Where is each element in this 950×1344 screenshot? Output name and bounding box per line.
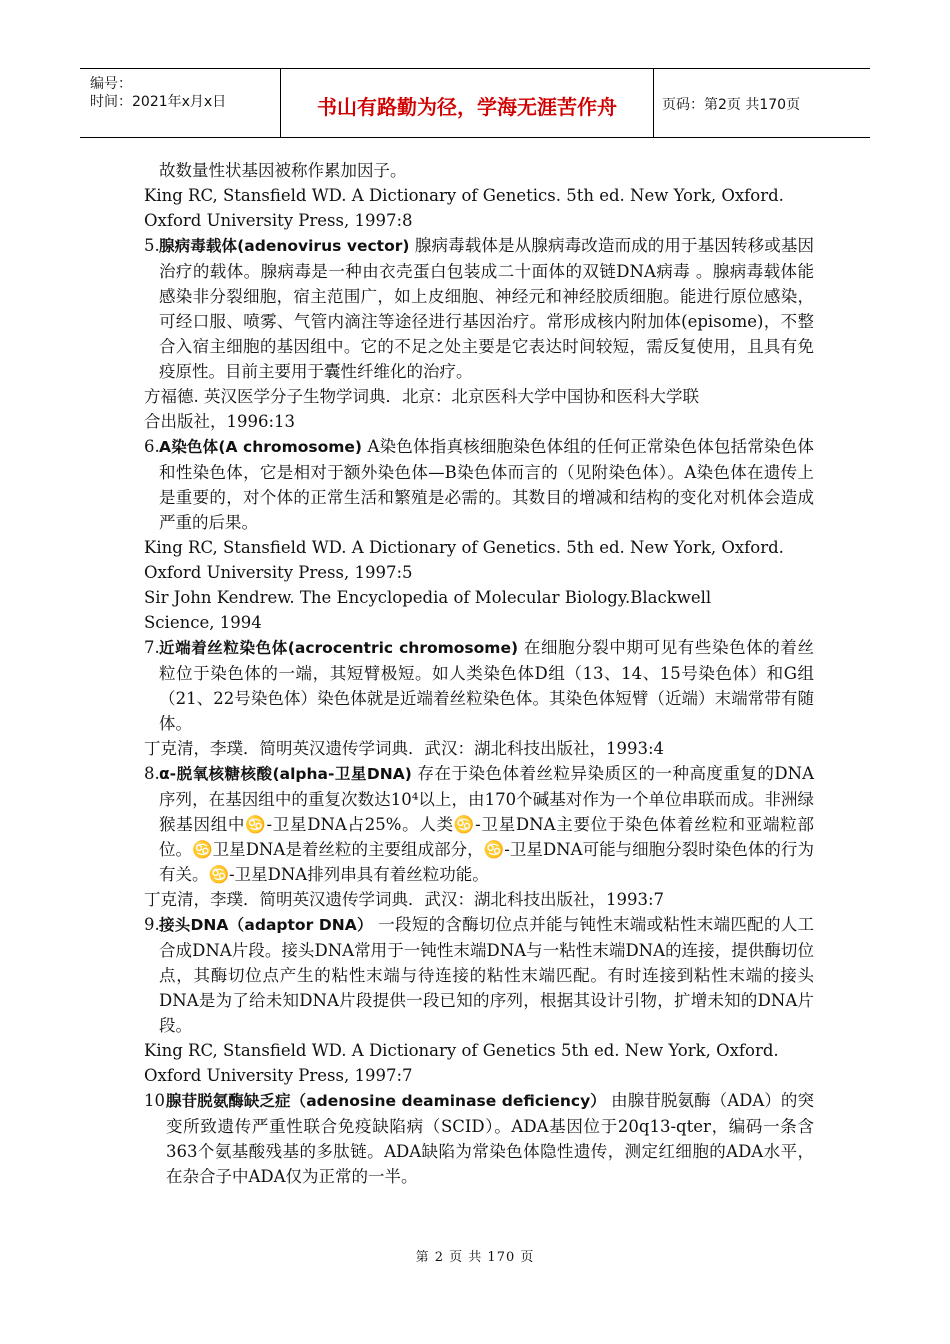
- header-page-cell: [654, 69, 870, 137]
- reference-line: King RC, Stansfield WD. A Dictionary of Genetics. 5th ed. New York, Oxford.: [144, 538, 784, 557]
- entry-heading: A染色体(A chromosome): [159, 438, 362, 456]
- page-info: 页码：第2页 共170页: [662, 97, 801, 113]
- entry-5: [144, 233, 814, 384]
- header-meta-cell: [80, 69, 281, 137]
- reference-line: 丁克清，李璞．简明英汉遗传学词典．武汉：湖北科技出版社，1993:4: [144, 739, 665, 758]
- continuation-text: 故数量性状基因被称作累加因子。: [159, 161, 407, 180]
- reference-line: Sir John Kendrew. The Encyclopedia of Molecular Biology.Blackwell: [144, 588, 712, 607]
- entry-body: A染色体指真核细胞染色体组的任何正常染色体包括常染色体和性染色体，它是相对于额外染色体—B染色体而言的（见附染色体）。A染色体在遗传上是重要的，对个体的正常生活和繁殖是必需的。其数目的增减和结构的变化对机体会造成严重的后果。: [159, 437, 814, 532]
- reference-line: King RC, Stansfield WD. A Dictionary of Genetics 5th ed. New York, Oxford.: [144, 1041, 779, 1060]
- reference-line: Oxford University Press, 1997:5: [144, 563, 413, 582]
- entry-9: [144, 912, 814, 1038]
- header-motto-cell: [281, 69, 654, 137]
- reference-line: 方福德. 英汉医学分子生物学词典．北京：北京医科大学中国协和医科大学联: [144, 387, 699, 406]
- entry-7: [144, 635, 814, 736]
- reference-line: Oxford University Press, 1997:7: [144, 1066, 413, 1085]
- entry-number: 6.: [144, 437, 160, 456]
- entry-number: 7.: [144, 638, 160, 657]
- entry-body: 腺病毒载体是从腺病毒改造而成的用于基因转移或基因治疗的载体。腺病毒是一种由衣壳蛋白包装成二十面体的双链DNA病毒 。腺病毒载体能感染非分裂细胞，宿主范围广，如上皮细胞、神经元和神经胶质细胞。能进行原位感染，可经口服、喷雾、气管内滴注等途径进行基因治疗。常形成核内附加体(episome)，不整合入宿主细胞的基因组中。它的不足之处主要是它表达时间较短，需反复使用，且具有免疫原性。目前主要用于囊性纤维化的治疗。: [159, 236, 814, 381]
- entry-body: 一段短的含酶切位点并能与钝性末端或粘性末端匹配的人工合成DNA片段。接头DNA常用于一钝性末端DNA与一粘性末端DNA的连接，提供酶切位点，其酶切位点产生的粘性末端与待连接的粘性末端匹配。有时连接到粘性末端的接头DNA是为了给未知DNA片段提供一段已知的序列，根据其设计引物，扩增未知的DNA片段。: [159, 915, 814, 1035]
- entry-heading: α-脱氧核糖核酸(alpha-卫星DNA): [159, 765, 412, 783]
- entry-number: 8.: [144, 764, 160, 783]
- reference-line: 合出版社，1996:13: [144, 412, 296, 431]
- entry-6: [144, 434, 814, 535]
- reference-line: 丁克清，李璞．简明英汉遗传学词典．武汉：湖北科技出版社，1993:7: [144, 890, 665, 909]
- document-body: [144, 158, 814, 1189]
- entry-number: 10.: [144, 1091, 171, 1110]
- entry-10: [144, 1088, 814, 1189]
- entry-heading: 腺病毒载体(adenovirus vector): [159, 237, 410, 255]
- serial-label: 编号：: [90, 76, 132, 92]
- entry-body: 存在于染色体着丝粒异染质区的一种高度重复的DNA序列，在基因组中的重复次数达10⁴以上，由170个碱基对作为一个单位串联而成。非洲绿猴基因组中♋-卫星DNA占25%。人类♋-卫星DNA主要位于染色体着丝粒和亚端粒部位。♋卫星DNA是着丝粒的主要组成部分，♋-卫星DNA可能与细胞分裂时染色体的行为有关。♋-卫星DNA排列串具有着丝粒功能。: [159, 764, 814, 884]
- reference-line: King RC, Stansfield WD. A Dictionary of Genetics. 5th ed. New York, Oxford.: [144, 186, 784, 205]
- entry-heading: 腺苷脱氨酶缺乏症（adenosine deaminase deficiency）: [166, 1092, 606, 1110]
- entry-body: 由腺苷脱氨酶（ADA）的突变所致遗传严重性联合免疫缺陷病（SCID）。ADA基因位于20q13-qter，编码一条含363个氨基酸残基的多肽链。ADA缺陷为常染色体隐性遗传，测定红细胞的ADA水平，在杂合子中ADA仅为正常的一半。: [166, 1091, 814, 1186]
- page-footer: 第 2 页 共 170 页: [415, 1250, 535, 1265]
- entry-heading: 接头DNA（adaptor DNA）: [159, 916, 373, 934]
- reference-line: Science, 1994: [144, 613, 262, 632]
- reference-line: Oxford University Press, 1997:8: [144, 211, 413, 230]
- entry-body: 在细胞分裂中期可见有些染色体的着丝粒位于染色体的一端，其短臂极短。如人类染色体D组（13、14、15号染色体）和G组（21、22号染色体）染色体就是近端着丝粒染色体。其染色体短臂（近端）末端常带有随体。: [159, 638, 814, 733]
- page-header: [80, 68, 870, 138]
- entry-8: [144, 761, 814, 887]
- entry-number: 5.: [144, 236, 160, 255]
- entry-heading: 近端着丝粒染色体(acrocentric chromosome): [159, 639, 519, 657]
- motto: 书山有路勤为径，学海无涯苦作舟: [317, 95, 617, 119]
- entry-number: 9.: [144, 915, 160, 934]
- time-label: 时间：2021年x月x日: [90, 94, 227, 110]
